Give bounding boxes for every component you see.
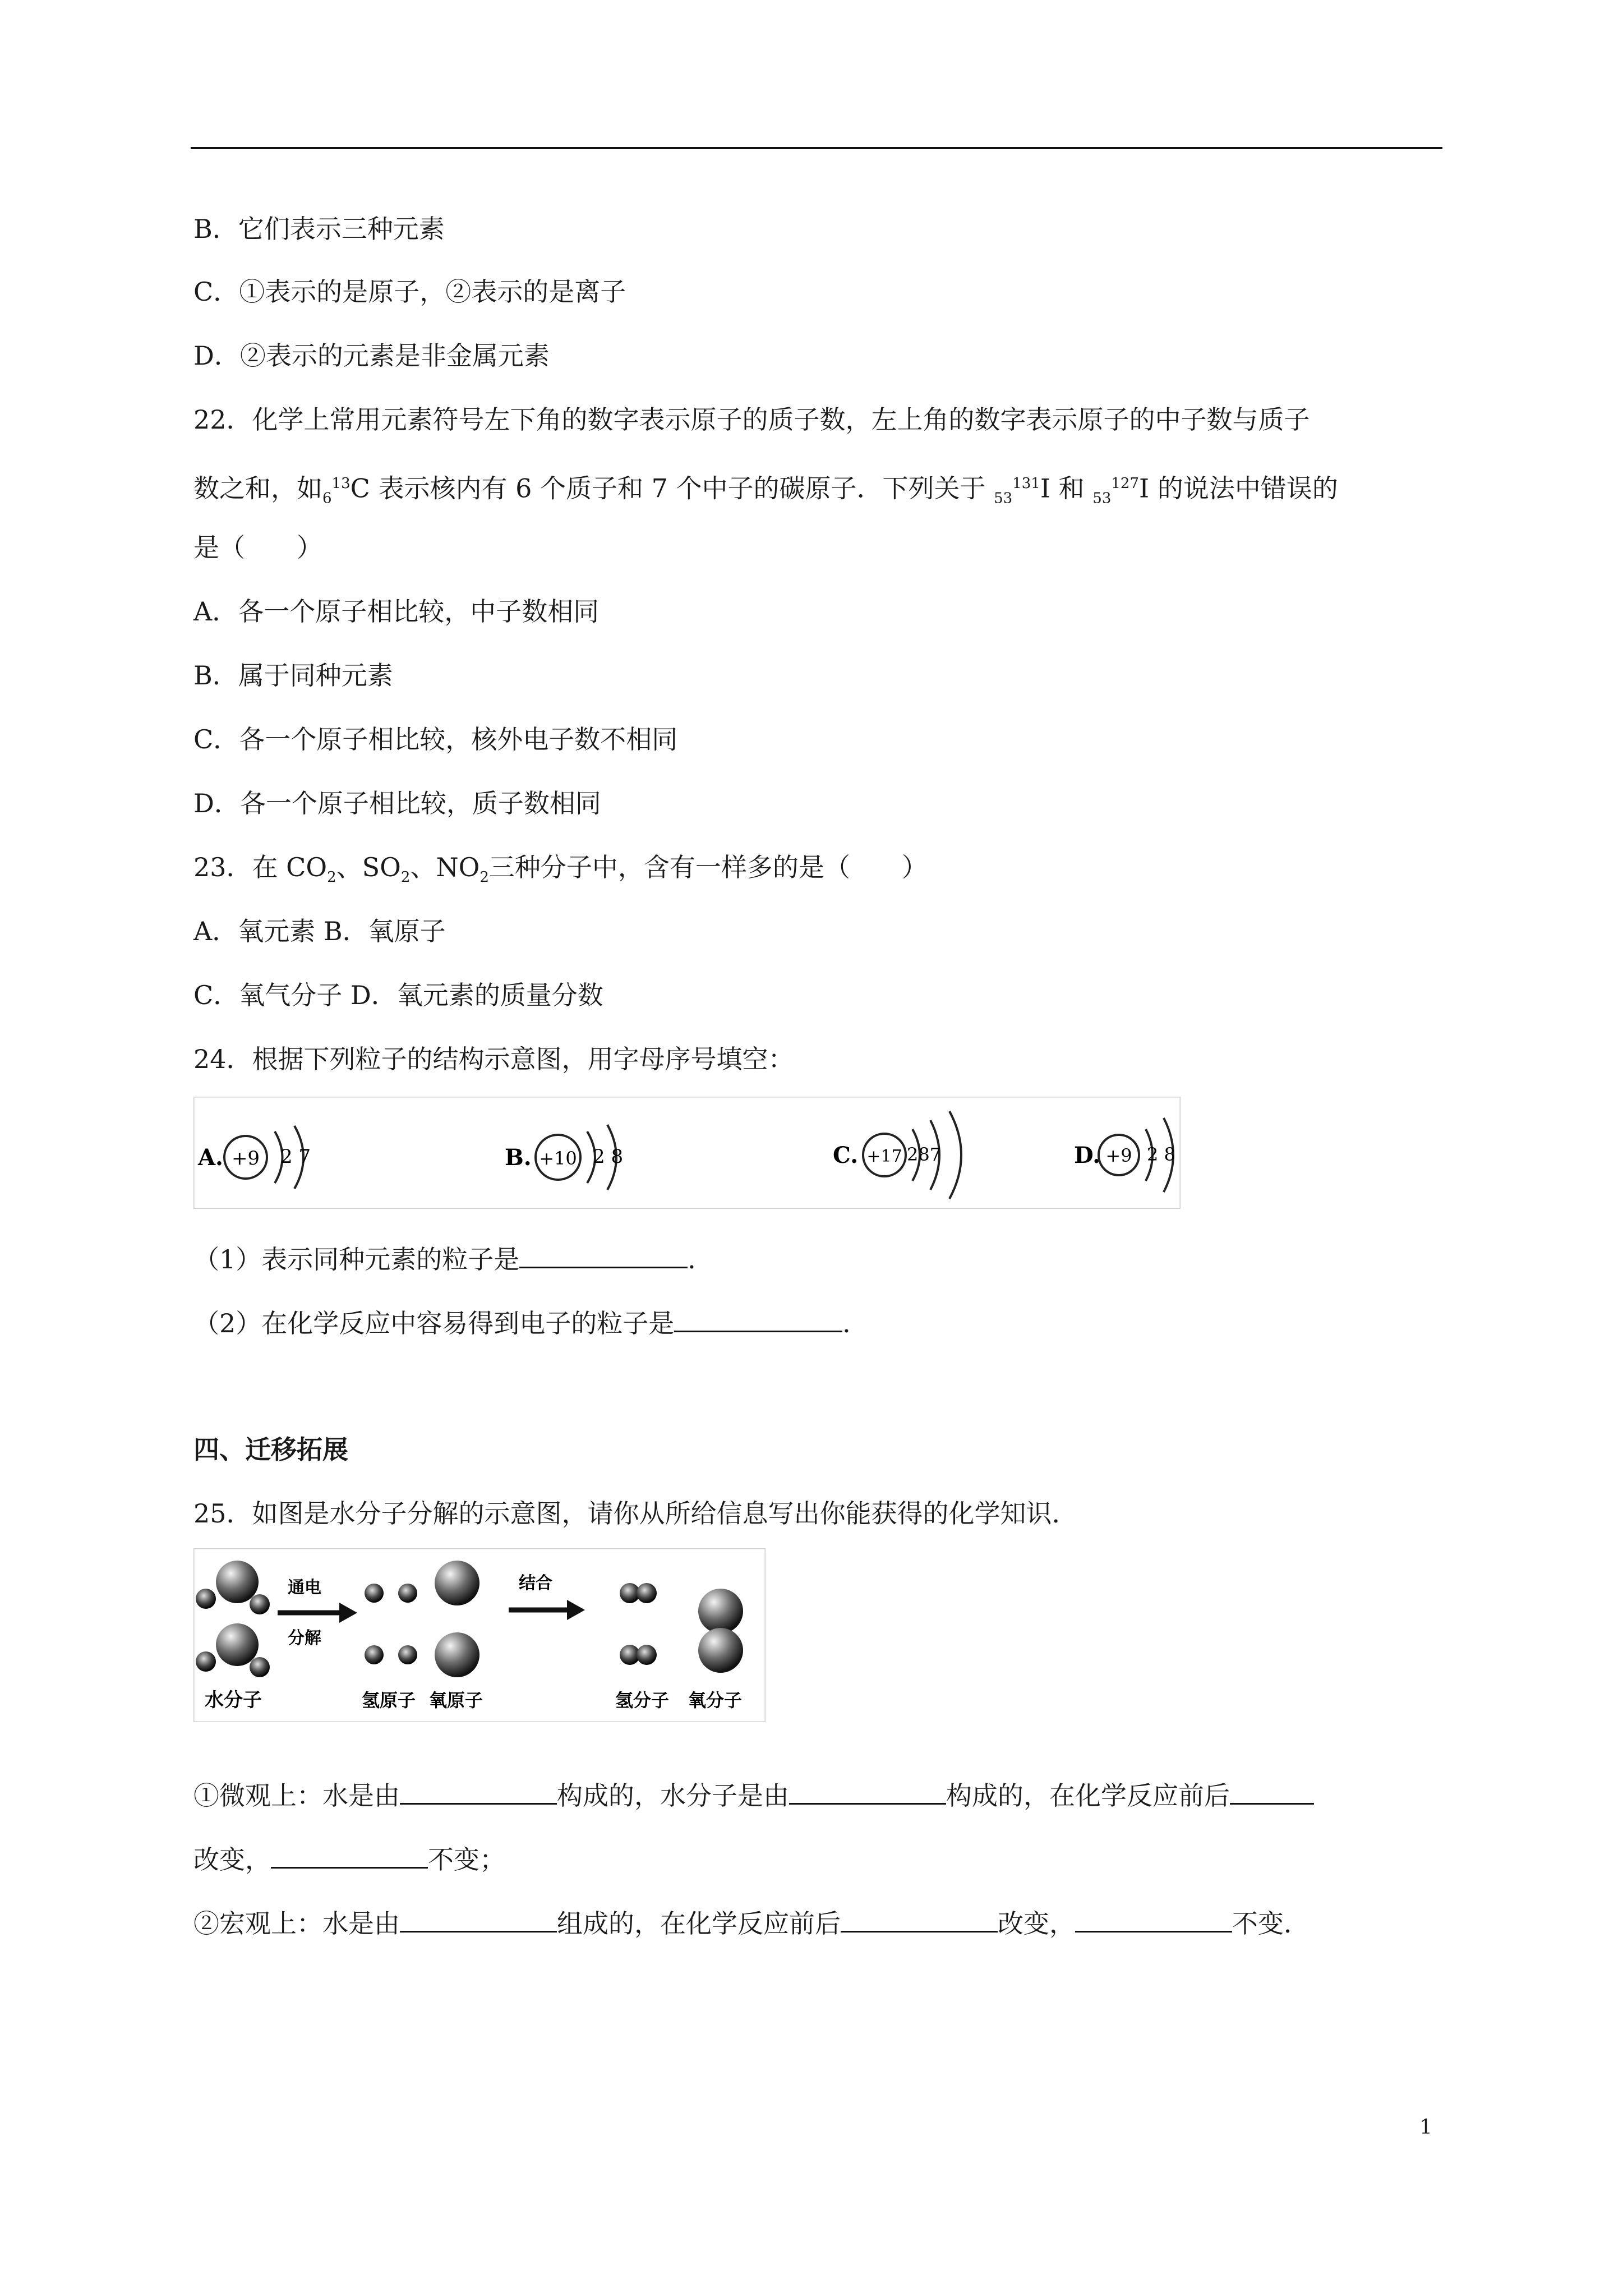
- o-atom-label: 氧原子: [429, 1690, 483, 1711]
- particle-b-letter: B.: [505, 1144, 532, 1171]
- h2-label: 氢分子: [615, 1690, 670, 1711]
- q22-stem-line3: 是（ ）: [193, 532, 322, 563]
- particle-a-letter: A.: [198, 1144, 223, 1171]
- q21-option-d: D．②表示的元素是非金属元素: [193, 341, 550, 371]
- q24-sub1: （1）表示同种元素的粒子是 ．: [193, 1241, 713, 1276]
- particle-d-electrons: 2 8: [1147, 1144, 1175, 1165]
- section-title: 四、迁移拓展: [193, 1434, 348, 1465]
- header-rule: [191, 147, 1442, 149]
- answer-blank[interactable]: [674, 1305, 842, 1332]
- arrow2-top-label: 结合: [519, 1573, 552, 1593]
- q25-micro-line1: ①微观上：水是由 构成的，水分子是由 构成的，在化学反应前后: [193, 1777, 1314, 1812]
- q25-macro-line: ②宏观上：水是由 组成的，在化学反应前后 改变， 不变．: [193, 1905, 1310, 1940]
- answer-blank[interactable]: [400, 1777, 557, 1805]
- particle-a-nucleus: +9: [231, 1147, 260, 1170]
- q22-option-a: A．各一个原子相比较，中子数相同: [193, 596, 600, 627]
- water-label: 水分子: [205, 1689, 262, 1711]
- q23-options-cd: C．氧气分子 D．氧元素的质量分数: [193, 980, 603, 1010]
- particle-c-electrons: 287: [907, 1144, 942, 1165]
- particle-c-nucleus: +17: [866, 1147, 902, 1166]
- particle-d-letter: D.: [1074, 1142, 1101, 1168]
- page-number: 1: [1419, 2116, 1432, 2139]
- answer-blank[interactable]: [271, 1841, 428, 1869]
- q22-option-b: B．属于同种元素: [193, 660, 393, 691]
- q21-option-c: C．①表示的是原子，②表示的是离子: [193, 277, 626, 307]
- q22-option-c: C．各一个原子相比较，核外电子数不相同: [193, 724, 678, 754]
- particle-a-electrons: 2 7: [280, 1145, 311, 1168]
- answer-blank[interactable]: [841, 1905, 998, 1932]
- q24-sub2: （2）在化学反应中容易得到电子的粒子是 ．: [193, 1305, 868, 1340]
- q23-stem: 23．在 $CO_2$、$SO_2$、$NO_2$三种分子中，含有一样多的是（ ）: [193, 852, 928, 886]
- q25-micro-line2: 改变， 不变；: [193, 1841, 505, 1876]
- answer-blank[interactable]: [400, 1905, 557, 1932]
- q21-option-b: B．它们表示三种元素: [193, 214, 445, 244]
- water-decomposition-figure: [193, 1548, 766, 1722]
- arrow1-bottom-label: 分解: [288, 1628, 321, 1648]
- o2-label: 氧分子: [688, 1690, 743, 1711]
- answer-blank[interactable]: [1230, 1777, 1314, 1805]
- particle-structure-figure: [193, 1097, 1181, 1209]
- answer-blank[interactable]: [789, 1777, 946, 1805]
- q22-option-d: D．各一个原子相比较，质子数相同: [193, 788, 601, 818]
- particle-c-letter: C.: [833, 1142, 859, 1168]
- q24-stem: 24．根据下列粒子的结构示意图，用字母序号填空：: [193, 1044, 794, 1074]
- q23-options-ab: A．氧元素 B．氧原子: [193, 916, 446, 946]
- particle-b-electrons: 2 8: [593, 1145, 624, 1168]
- q25-stem: 25．如图是水分子分解的示意图，请你从所给信息写出你能获得的化学知识．: [193, 1498, 1078, 1529]
- q22-stem-line2: 数之和，如$_6^{13}$C 表示核内有 6 个质子和 7 个中子的碳原子．下列关于 $_{53}^{131}$I 和 $_{53}^{127}$I 的说法中错误的: [193, 473, 1338, 507]
- q22-stem-line1: 22．化学上常用元素符号左下角的数字表示原子的质子数，左上角的数字表示原子的中子数与质子: [193, 404, 1310, 435]
- answer-blank[interactable]: [519, 1241, 688, 1268]
- answer-blank[interactable]: [1075, 1905, 1232, 1932]
- particle-b-nucleus: +10: [539, 1148, 577, 1169]
- h-atom-label: 氢原子: [362, 1690, 416, 1711]
- particle-d-nucleus: +9: [1105, 1145, 1132, 1166]
- arrow1-top-label: 通电: [288, 1578, 321, 1598]
